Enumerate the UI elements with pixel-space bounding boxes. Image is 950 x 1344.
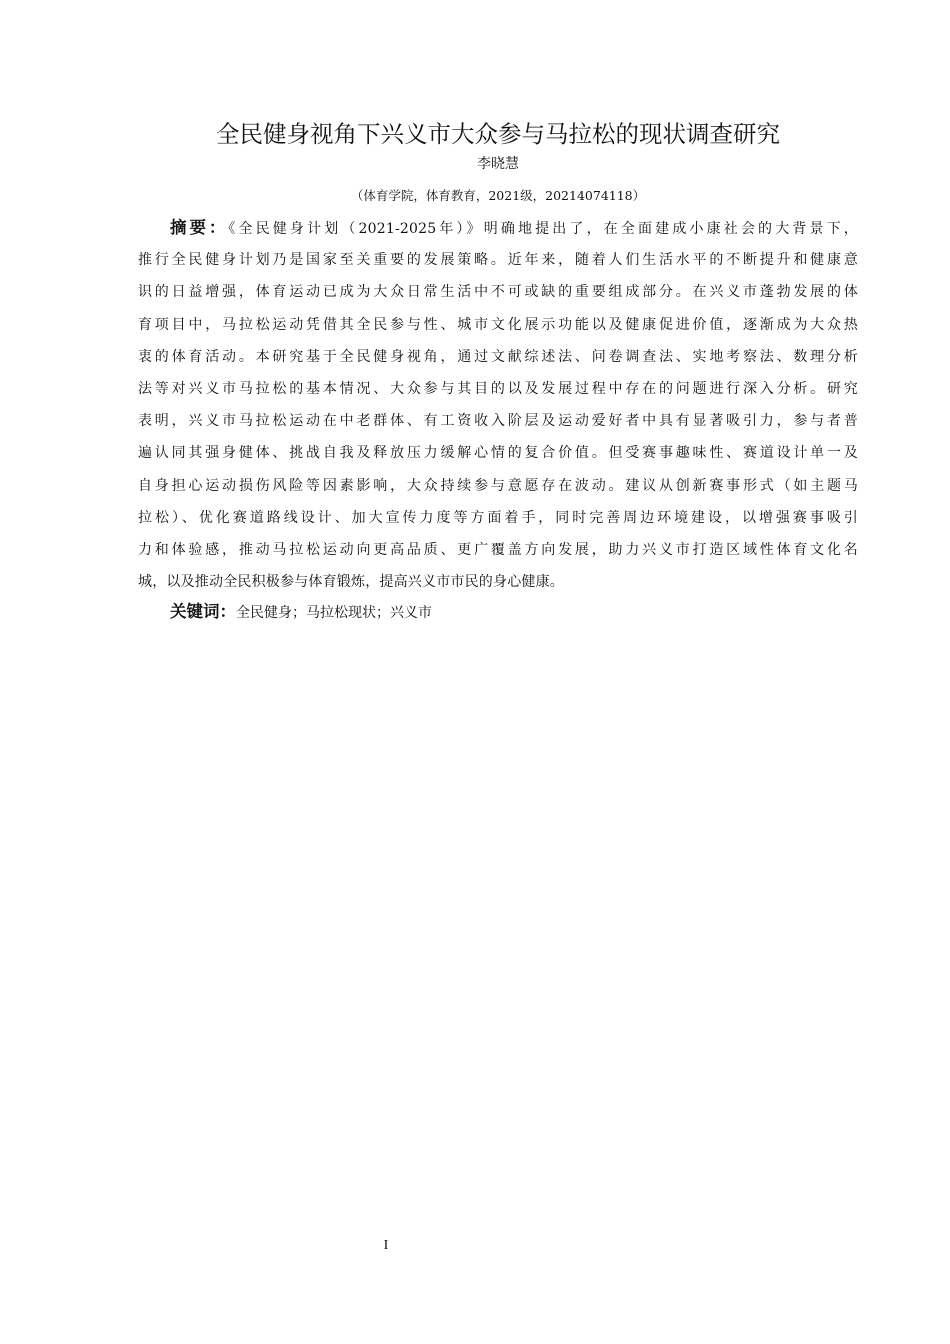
page-number: I [383,1238,389,1253]
abstract-line: 衷的体育活动。本研究基于全民健身视角，通过文献综述法、问卷调查法、实地考察法、数理分析 [138,348,858,365]
abstract-line: 法等对兴义市马拉松的基本情况、大众参与其目的以及发展过程中存在的问题进行深入分析。研究 [138,380,858,397]
abstract [138,212,858,598]
abstract-line: 遍认同其强身健体、挑战自我及释放压力缓解心情的复合价值。但受赛事趣味性、赛道设计单一及 [138,445,858,462]
abstract-line: 拉松）、优化赛道路线设计、加大宣传力度等方面着手，同时完善周边环境建设，以增强赛事吸引 [138,509,858,526]
keywords [170,596,432,628]
abstract-text: 《全民健身计划（2021-2025年）》明确地提出了，在全面建成小康社会的大背景下， [228,221,858,237]
abstract-line: 推行全民健身计划乃是国家至关重要的发展策略。近年来，随着人们生活水平的不断提升和健康意 [138,252,858,269]
author-affiliation: （体育学院，体育教育，2021级，20214074118） [350,188,646,203]
abstract-line [138,212,858,244]
keywords-label: 关键词： [170,602,236,621]
abstract-label: 摘要： [170,218,229,237]
author-name: 李晓慧 [477,156,519,172]
abstract-line: 表明，兴义市马拉松运动在中老群体、有工资收入阶层及运动爱好者中具有显著吸引力，参与者普 [138,413,858,430]
keywords-text: 全民健身；马拉松现状；兴义市 [236,605,432,621]
paper-title: 全民健身视角下兴义市大众参与马拉松的现状调查研究 [216,120,780,148]
abstract-line: 自身担心运动损伤风险等因素影响，大众持续参与意愿存在波动。建议从创新赛事形式（如主题马 [138,477,858,494]
abstract-line: 识的日益增强，体育运动已成为大众日常生活中不可或缺的重要组成部分。在兴义市蓬勃发展的体 [138,284,858,301]
abstract-line: 育项目中，马拉松运动凭借其全民参与性、城市文化展示功能以及健康促进价值，逐渐成为大众热 [138,316,858,333]
abstract-line: 城，以及推动全民积极参与体育锻炼，提高兴义市市民的身心健康。 [138,574,564,591]
abstract-line: 力和体验感，推动马拉松运动向更高品质、更广覆盖方向发展，助力兴义市打造区域性体育文化名 [138,541,858,558]
